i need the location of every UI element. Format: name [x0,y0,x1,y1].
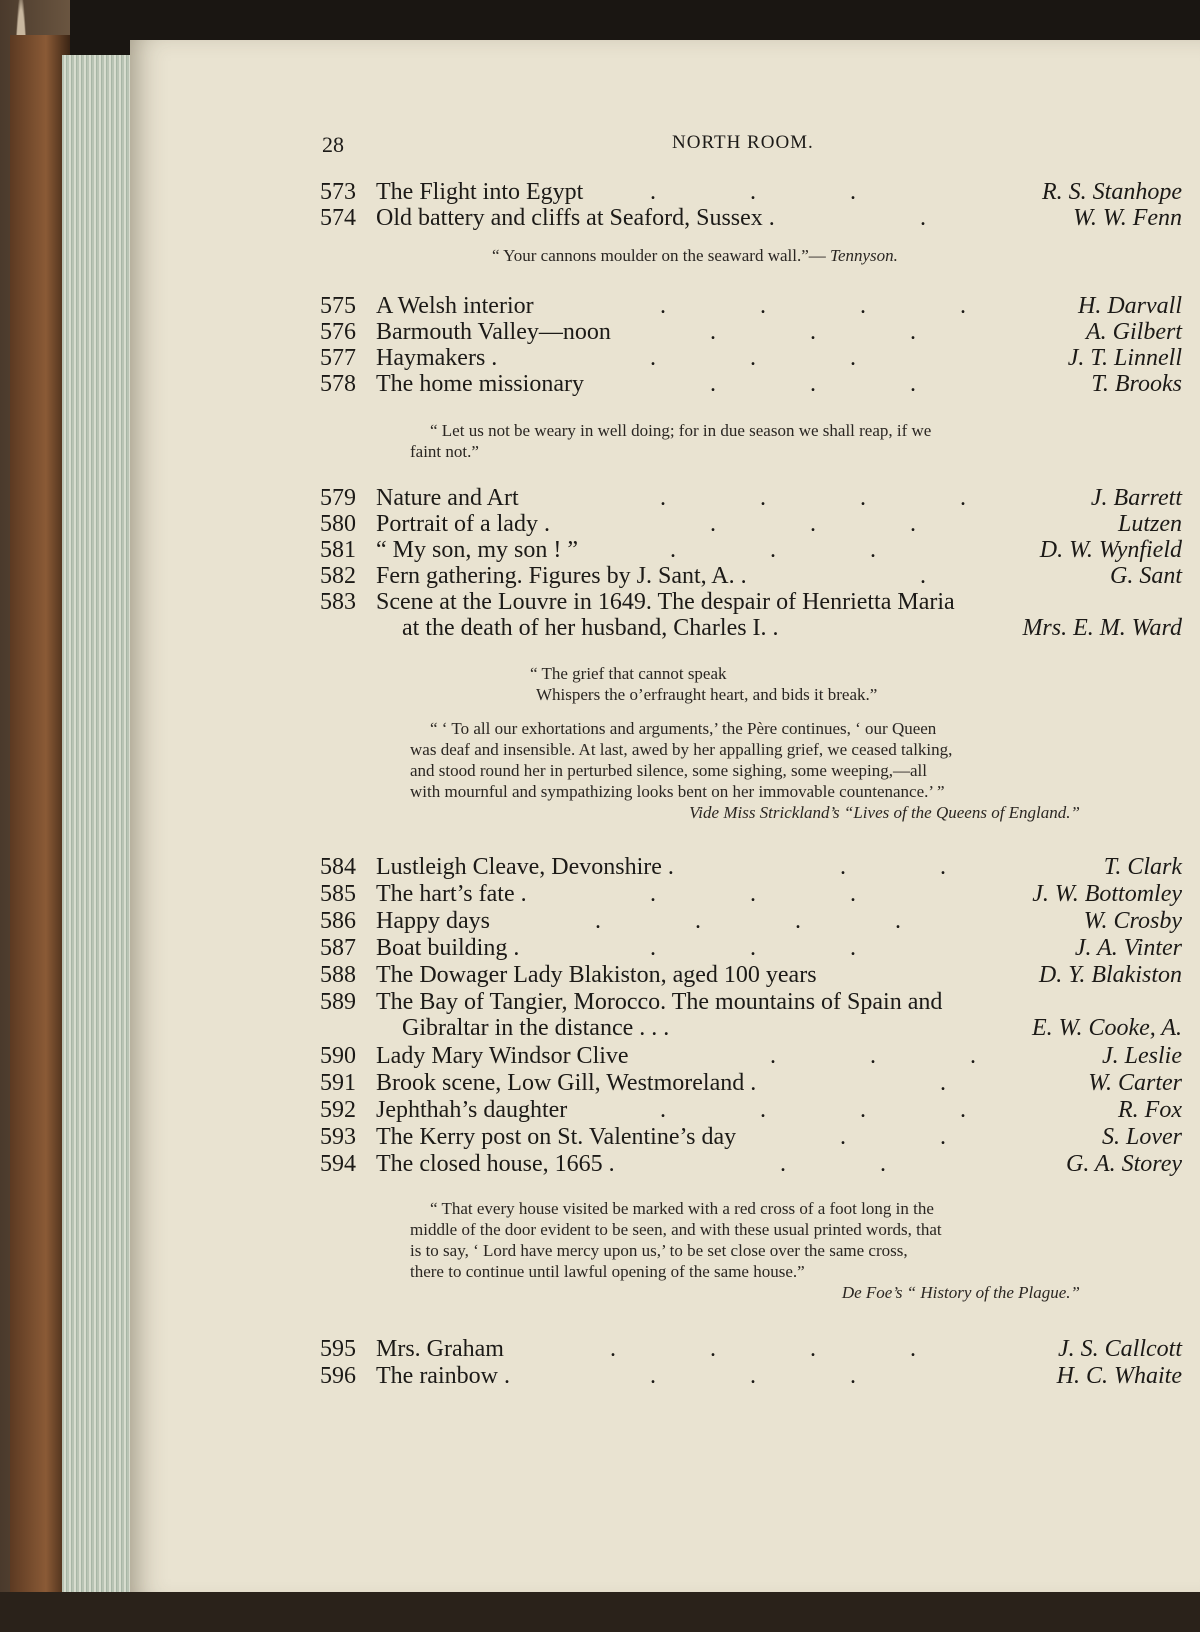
entry-number: 589 [320,989,356,1015]
quotation-line: there to continue until lawful opening of the same house.” [410,1262,805,1281]
entry-leader-dots: . . . [650,1363,856,1389]
entry-number: 592 [320,1097,356,1123]
catalogue-entry [320,988,1182,1044]
entry-title: The Kerry post on St. Valentine’s day [376,1124,737,1150]
entry-artist: Lutzen [1117,511,1182,537]
entry-leader-dots: . . . . [595,908,901,934]
entry-number: 580 [320,511,356,537]
entry-leader-dots: . . . . [660,485,966,511]
catalogue-entry [320,853,1182,881]
quotation [410,1198,1110,1303]
entry-artist: R. S. Stanhope [1042,179,1182,205]
entry-title: The Flight into Egypt [376,179,584,205]
catalogue-entry [320,880,1182,908]
entry-artist: S. Lover [1102,1124,1182,1150]
quotation-line: faint not.” [410,442,479,461]
catalogue-entry [320,1335,1182,1363]
quotation-line: is to say, ‘ Lord have mercy upon us,’ to be set close over the same cross, [410,1241,908,1260]
entry-leader-dots: . . [840,854,946,880]
entry-artist: J. Barrett [1090,485,1182,511]
entry-artist: W. Crosby [1083,908,1182,934]
entry-leader-dots: . . . [770,1043,976,1069]
entry-number: 590 [320,1043,356,1069]
catalogue-entry [320,1123,1182,1151]
catalogue-entry [320,961,1182,989]
entry-leader-dots: . . . [710,319,916,345]
entry-title: The home missionary [376,371,584,397]
catalogue-entry [320,1362,1182,1390]
entry-number: 582 [320,563,356,589]
entry-leader-dots: . [920,563,926,589]
catalogue-entry [320,318,1182,346]
entry-title: The closed house, 1665 . [376,1151,615,1177]
entry-title: Haymakers . [376,345,498,371]
catalogue-entry [320,934,1182,962]
quotation-line: was deaf and insensible. At last, awed by her appalling grief, we ceased talking, [410,740,953,759]
entry-title: Happy days [376,908,490,934]
catalogue-entry [320,1042,1182,1070]
quotation [410,420,1110,462]
entry-artist: J. A. Vinter [1074,935,1182,961]
entry-title: Mrs. Graham [376,1336,504,1362]
entry-artist: W. W. Fenn [1073,205,1182,231]
entry-artist: D. Y. Blakiston [1038,962,1182,988]
entry-title: The Bay of Tangier, Morocco. The mountains of Spain and [376,989,943,1015]
entry-title: Jephthah’s daughter [376,1097,568,1123]
entry-title: Fern gathering. Figures by J. Sant, A. . [376,563,747,589]
entry-title-continued: Gibraltar in the distance . . . [402,1015,670,1041]
entry-number: 576 [320,319,356,345]
entry-artist: R. Fox [1118,1097,1182,1123]
entry-number: 587 [320,935,356,961]
entry-artist: W. Carter [1088,1070,1182,1096]
entry-leader-dots: . [920,205,926,231]
quotation-text: “ Your cannons moulder on the seaward wall.”— [492,246,826,265]
catalogue-entry [320,588,1182,644]
entry-artist: A. Gilbert [1086,319,1182,345]
entry-title: The Dowager Lady Blakiston, aged 100 years [376,962,817,988]
entry-artist: T. Clark [1103,854,1182,880]
entry-artist: J. Leslie [1102,1043,1182,1069]
quotation-attribution: De Foe’s “ History of the Plague.” [841,1283,1080,1302]
entry-number: 579 [320,485,356,511]
entry-leader-dots: . . [840,1124,946,1150]
catalogue-entry [320,510,1182,538]
catalogue-entry [320,562,1182,590]
entry-artist: Mrs. E. M. Ward [1022,615,1182,641]
entry-leader-dots: . . . [650,345,856,371]
page-number: 28 [322,132,344,157]
quotation-line: “ That every house visited be marked with a red cross of a foot long in the [430,1199,934,1218]
entry-artist: J. S. Callcott [1058,1336,1182,1362]
quotation [410,718,1110,823]
entry-leader-dots: . . . [710,511,916,537]
entry-title: Lady Mary Windsor Clive [376,1043,629,1069]
quotation-line: with mournful and sympathizing looks bent on her immovable countenance.’ ” [410,782,945,801]
quotation-line: “ Let us not be weary in well doing; for in due season we shall reap, if we [430,421,932,440]
running-head: NORTH ROOM. [672,132,814,153]
entry-number: 573 [320,179,356,205]
catalogue-entry [320,1096,1182,1124]
entry-number: 574 [320,205,356,231]
entry-artist: D. W. Wynfield [1039,537,1182,563]
entry-title: Barmouth Valley—noon [376,319,611,345]
entry-leader-dots: . . . [650,179,856,205]
entry-artist: H. C. Whaite [1056,1363,1182,1389]
entry-title: “ My son, my son ! ” [376,537,578,563]
entry-artist: E. W. Cooke, A. [1032,1015,1182,1041]
quotation [492,245,898,266]
quotation-line: “ ‘ To all our exhortations and arguments,’ the Père continues, ‘ our Queen [430,719,937,738]
entry-artist: G. A. Storey [1066,1151,1182,1177]
entry-title: A Welsh interior [376,293,534,319]
entry-number: 595 [320,1336,356,1362]
entry-number: 577 [320,345,356,371]
entry-leader-dots: . . . [670,537,876,563]
entry-number: 596 [320,1363,356,1389]
entry-leader-dots: . . . . [660,293,966,319]
catalogue-entry [320,907,1182,935]
entry-title-continued: at the death of her husband, Charles I. . [402,615,779,641]
entry-artist: J. T. Linnell [1067,345,1182,371]
entry-leader-dots: . . . [650,935,856,961]
entry-number: 588 [320,962,356,988]
entry-leader-dots: . . . [650,881,856,907]
entry-leader-dots: . . . . [610,1336,916,1362]
entry-number: 575 [320,293,356,319]
catalogue-entry [320,204,1182,232]
catalogue-entry [320,370,1182,398]
entry-number: 581 [320,537,356,563]
entry-number: 586 [320,908,356,934]
entry-title: Lustleigh Cleave, Devonshire . [376,854,674,880]
entry-title: Scene at the Louvre in 1649. The despair of Henrietta Maria [376,589,955,615]
entry-title: Brook scene, Low Gill, Westmoreland . [376,1070,757,1096]
catalogue-entry [320,1150,1182,1178]
verse-quotation [530,663,877,705]
entry-title: Boat building . [376,935,520,961]
entry-leader-dots: . . . . [660,1097,966,1123]
catalogue-entry [320,536,1182,564]
entry-number: 583 [320,589,356,615]
verse-line: Whispers the o’erfraught heart, and bids it break.” [536,685,878,704]
verse-line: “ The grief that cannot speak [530,664,727,683]
entry-number: 593 [320,1124,356,1150]
quotation-attribution: Vide Miss Strickland’s “Lives of the Queens of England.” [689,803,1080,822]
entry-artist: T. Brooks [1091,371,1182,397]
entry-artist: H. Darvall [1078,293,1182,319]
entry-artist: J. W. Bottomley [1032,881,1182,907]
catalogue-entry [320,292,1182,320]
entry-number: 585 [320,881,356,907]
entry-title: Old battery and cliffs at Seaford, Sussex . [376,205,775,231]
entry-leader-dots: . . [780,1151,886,1177]
entry-number: 591 [320,1070,356,1096]
entry-leader-dots: . [940,1070,946,1096]
entry-number: 584 [320,854,356,880]
entry-title: The hart’s fate . [376,881,527,907]
entry-title: The rainbow . [376,1363,510,1389]
quotation-line: and stood round her in perturbed silence, some sighing, some weeping,—all [410,761,927,780]
entry-artist: G. Sant [1110,563,1182,589]
catalogue-entry [320,484,1182,512]
entry-title: Nature and Art [376,485,519,511]
entry-number: 594 [320,1151,356,1177]
quotation-line: middle of the door evident to be seen, and with these usual printed words, that [410,1220,942,1239]
entry-number: 578 [320,371,356,397]
quotation-attribution: Tennyson. [830,246,898,265]
catalogue-entry [320,344,1182,372]
catalogue-entry [320,1069,1182,1097]
catalogue-entry [320,178,1182,206]
entry-leader-dots: . . . [710,371,916,397]
entry-title: Portrait of a lady . [376,511,550,537]
